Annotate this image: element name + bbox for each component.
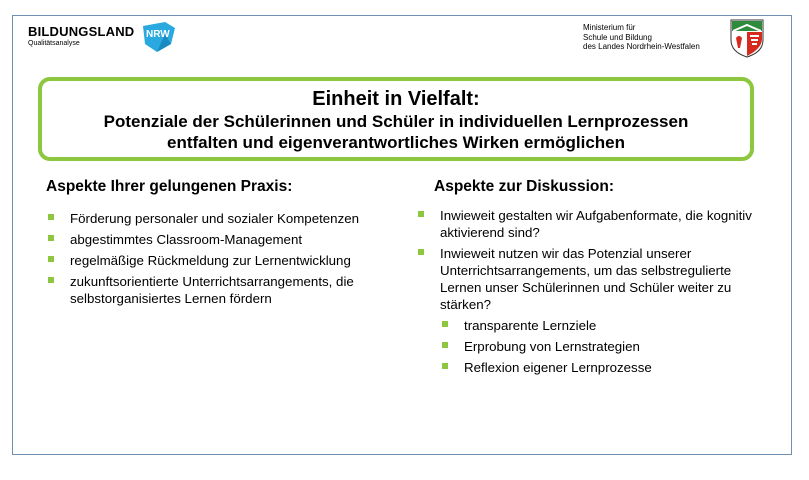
sub-list-item: [418, 359, 768, 376]
bullet-square: [48, 214, 54, 220]
sub-list-item: [418, 317, 768, 334]
list-item: [48, 273, 378, 307]
sub-list-item: [418, 338, 768, 355]
list-item-text: zukunftsorientierte Unterrichtsarrangements, die selbstorganisiertes Lernen fördern: [70, 274, 354, 306]
list-item-text: Förderung personaler und sozialer Kompetenzen: [70, 211, 360, 226]
bildungsland-logo: [28, 22, 177, 52]
nrw-badge-label: NRW: [145, 29, 170, 40]
list-item: [418, 207, 768, 241]
left-list: [48, 210, 378, 311]
list-item-text: regelmäßige Rückmeldung zur Lernentwicklung: [70, 253, 351, 268]
bullet-square: [48, 277, 54, 283]
ministry-label: [583, 23, 700, 52]
left-column-heading: Aspekte Ihrer gelungenen Praxis:: [46, 178, 293, 195]
list-item-text: Inwieweit nutzen wir das Potenzial unserer Unterrichtsarrangements, um das selbstregulierte Lernen unser Schülerinnen und Schüler weiter zu stärken?: [440, 246, 732, 312]
sub-list-item-text: Erprobung von Lernstrategien: [464, 339, 640, 354]
ministry-line-2: Schule und Bildung: [583, 32, 652, 42]
list-item: [48, 231, 378, 248]
ministry-line-3: des Landes Nordrhein-Westfalen: [583, 42, 700, 51]
nrw-badge-icon: [141, 22, 177, 52]
list-item-text: abgestimmtes Classroom-Management: [70, 232, 303, 247]
brand-subtitle: Qualitätsanalyse: [28, 40, 80, 47]
page-title: Einheit in Vielfalt:: [312, 88, 480, 110]
list-item: [48, 252, 378, 269]
brand-text: BILDUNGSLAND: [28, 24, 135, 39]
nrw-crest-icon: [727, 18, 767, 58]
bullet-square: [418, 249, 424, 255]
bullet-square: [48, 235, 54, 241]
bullet-square: [442, 342, 448, 348]
bullet-square: [418, 211, 424, 217]
title-box: [38, 77, 754, 161]
bullet-square: [442, 321, 448, 327]
bullet-square: [442, 363, 448, 369]
list-item: [418, 245, 768, 313]
list-item-text: Inwieweit gestalten wir Aufgabenformate, die kognitiv aktivierend sind?: [440, 208, 752, 240]
ministry-line-1: Ministerium für: [583, 23, 636, 32]
right-list: [418, 207, 768, 380]
title-line-2: Potenziale der Schülerinnen und Schüler in individuellen Lernprozessen: [103, 112, 689, 131]
right-column-heading: Aspekte zur Diskussion:: [434, 178, 615, 195]
bullet-square: [48, 256, 54, 262]
sub-list-item-text: Reflexion eigener Lernprozesse: [464, 360, 652, 375]
title-line-3: entfalten und eigenverantwortliches Wirken ermöglichen: [167, 133, 625, 152]
list-item: [48, 210, 378, 227]
sub-list-item-text: transparente Lernziele: [464, 318, 597, 333]
